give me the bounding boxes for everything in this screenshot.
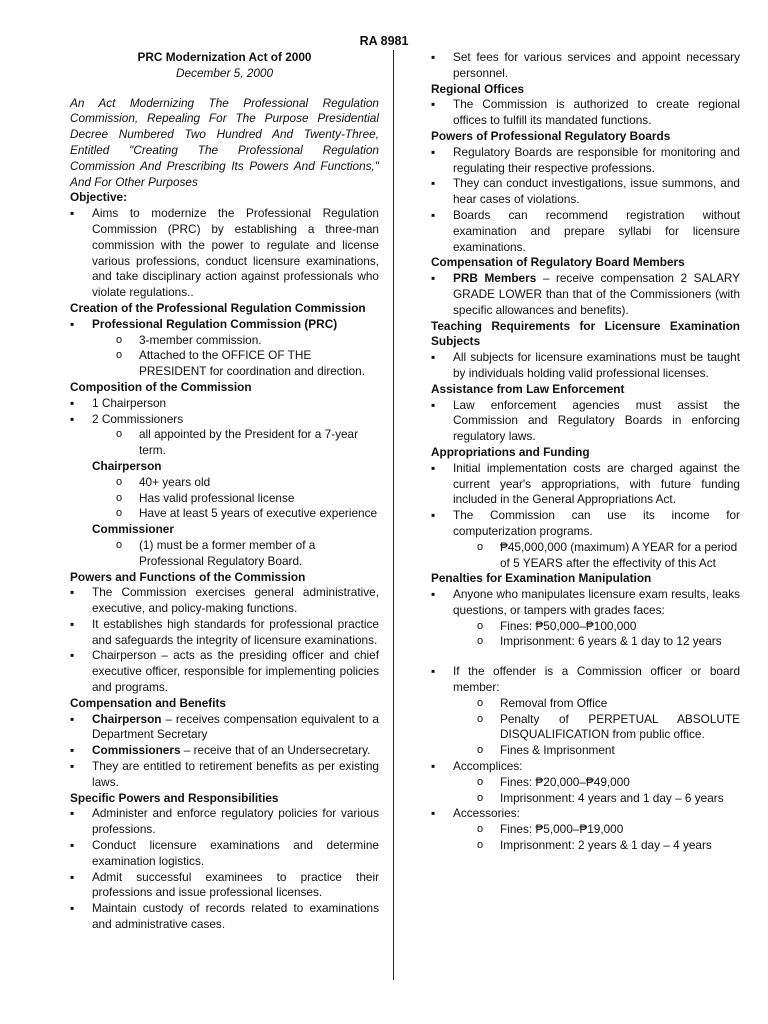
powers-heading: Powers and Functions of the Commission [70, 569, 306, 584]
chairperson-term: Chairperson [92, 711, 162, 726]
list-item: ▪ Regulatory Boards are responsible for monitoring and regulating their respective professions. [431, 145, 740, 177]
sub-item: o all appointed by the President for a 7-year term. [70, 427, 379, 459]
compensation-heading: Compensation and Benefits [70, 695, 226, 710]
right-column [431, 50, 740, 854]
penalties-officer-list [431, 664, 740, 854]
list-item: ▪ Set fees for various services and appoint necessary personnel. [431, 50, 740, 82]
commissioner-label: Commissioner [92, 522, 174, 537]
specific-powers-list [70, 806, 379, 932]
sub-item: o Fines: ₱5,000–₱19,000 [431, 822, 740, 838]
list-item: ▪ 2 Commissioners [70, 412, 379, 428]
powers-list [70, 585, 379, 696]
prb-members-term: PRB Members [453, 271, 537, 286]
list-item: ▪ They can conduct investigations, issue summons, and hear cases of violations. [431, 176, 740, 208]
column-divider [393, 50, 394, 980]
list-item: ▪ Boards can recommend registration without examination and prepare syllabi for licensure examinations. [431, 208, 740, 255]
chairperson-compensation: – receives compensation equivalent to a Department Secretary [92, 711, 379, 742]
teaching-heading: Teaching Requirements for Licensure Examination Subjects [431, 318, 740, 349]
sub-item: o 40+ years old [70, 475, 379, 491]
list-item: ▪ Chairperson – acts as the presiding officer and chief executive officer, responsible for implementing policies and programs. [70, 648, 379, 695]
regional-heading: Regional Offices [431, 81, 525, 96]
sub-item: o Have at least 5 years of executive experience [70, 506, 379, 522]
document-id: RA 8981 [359, 34, 409, 48]
sub-item: o Has valid professional license [70, 491, 379, 507]
funding-list [431, 461, 740, 572]
board-comp-heading: Compensation of Regulatory Board Members [431, 255, 685, 270]
sub-item: o Fines & Imprisonment [431, 743, 740, 759]
specific-powers-heading: Specific Powers and Responsibilities [70, 790, 279, 805]
objective-heading: Objective: [70, 190, 128, 205]
boards-heading: Powers of Professional Regulatory Boards [431, 128, 671, 143]
sub-item: o Fines: ₱20,000–₱49,000 [431, 775, 740, 791]
list-item: ▪ The Commission is authorized to create regional offices to fulfill its mandated functions. [431, 97, 740, 129]
composition-heading: Composition of the Commission [70, 379, 252, 394]
list-item: ▪ Accomplices: [431, 759, 740, 775]
regional-list [431, 97, 740, 129]
list-item: ▪ Initial implementation costs are charged against the current year's appropriations, with future funding included in the General Appropriations Act. [431, 461, 740, 508]
continued-list [431, 50, 740, 82]
penalties-heading: Penalties for Examination Manipulation [431, 571, 652, 586]
list-item: ▪ Administer and enforce regulatory policies for various professions. [70, 806, 379, 838]
objective-list [70, 206, 379, 301]
list-item: ▪ Accessories: [431, 806, 740, 822]
commissioner-list [70, 538, 379, 570]
sub-item: o Penalty of PERPETUAL ABSOLUTE DISQUALIFICATION from public office. [431, 712, 740, 744]
sub-item: o Removal from Office [431, 696, 740, 712]
sub-item: o Imprisonment: 6 years & 1 day to 12 years [431, 634, 740, 650]
sub-item: o Imprisonment: 2 years & 1 day – 4 years [431, 838, 740, 854]
sub-item: o (1) must be a former member of a Professional Regulatory Board. [70, 538, 379, 570]
penalties-list [431, 587, 740, 650]
prb-compensation: – receive compensation 2 SALARY GRADE LOWER than that of the Commissioners (with specific allowances and benefits). [453, 271, 740, 317]
list-item [70, 712, 379, 744]
act-title: PRC Modernization Act of 2000 [137, 50, 312, 64]
sub-item: o Imprisonment: 4 years and 1 day – 6 years [431, 791, 740, 807]
list-item: ▪ They are entitled to retirement benefits as per existing laws. [70, 759, 379, 791]
list-item: ▪ Conduct licensure examinations and determine examination logistics. [70, 838, 379, 870]
law-heading: Assistance from Law Enforcement [431, 381, 625, 396]
list-item: ▪ If the offender is a Commission officer or board member: [431, 664, 740, 696]
commissioners-compensation: – receive that of an Undersecretary. [180, 743, 371, 758]
list-item [70, 743, 379, 759]
left-column [70, 50, 379, 933]
sub-item: o ₱45,000,000 (maximum) A YEAR for a period of 5 YEARS after the effectivity of this Act [431, 540, 740, 572]
list-item: ▪ The Commission exercises general administrative, executive, and policy-making functions. [70, 585, 379, 617]
composition-list [70, 396, 379, 459]
chairperson-list [70, 475, 379, 522]
creation-list [70, 317, 379, 380]
sub-item: o 3-member commission. [70, 333, 379, 349]
list-item: ▪ Anyone who manipulates licensure exam results, leaks questions, or tampers with grades faces: [431, 587, 740, 619]
teaching-list [431, 350, 740, 382]
list-item: ▪ Maintain custody of records related to examinations and administrative cases. [70, 901, 379, 933]
commissioners-term: Commissioners [92, 743, 181, 758]
funding-heading: Appropriations and Funding [431, 444, 590, 459]
compensation-list [70, 712, 379, 791]
list-item: ▪ All subjects for licensure examinations must be taught by individuals holding valid professional licenses. [431, 350, 740, 382]
list-item: ▪ Admit successful examinees to practice their professions and issue professional licenses. [70, 870, 379, 902]
boards-list [431, 145, 740, 256]
sub-item: o Attached to the OFFICE OF THE PRESIDENT for coordination and direction. [70, 348, 379, 380]
list-item [431, 271, 740, 318]
creation-heading: Creation of the Professional Regulation Commission [70, 300, 366, 315]
list-item: ▪ Professional Regulation Commission (PRC) [70, 317, 379, 333]
act-date: December 5, 2000 [175, 65, 274, 80]
list-item: ▪ The Commission can use its income for computerization programs. [431, 508, 740, 540]
board-comp-list [431, 271, 740, 318]
sub-item: o Fines: ₱50,000–₱100,000 [431, 619, 740, 635]
chairperson-label: Chairperson [92, 458, 162, 473]
list-item: ▪ Law enforcement agencies must assist the Commission and Regulatory Boards in enforcing regulatory laws. [431, 398, 740, 445]
law-list [431, 398, 740, 445]
list-item: ▪ Aims to modernize the Professional Regulation Commission (PRC) by establishing a three-man commission with the power to regulate and license various professions, conduct licensure examinations, and take disciplinary action against professionals who violate regulations.. [70, 206, 379, 301]
list-item: ▪ 1 Chairperson [70, 396, 379, 412]
act-intro: An Act Modernizing The Professional Regulation Commission, Repealing For The Purpose Presidential Decree Numbered Two Hundred And Twenty-Three, Entitled "Creating The Professional Regulation Commission And Prescribing Its Powers And Functions," And For Other Purposes [70, 95, 379, 189]
list-item: ▪ It establishes high standards for professional practice and safeguards the integrity of licensure examinations. [70, 617, 379, 649]
